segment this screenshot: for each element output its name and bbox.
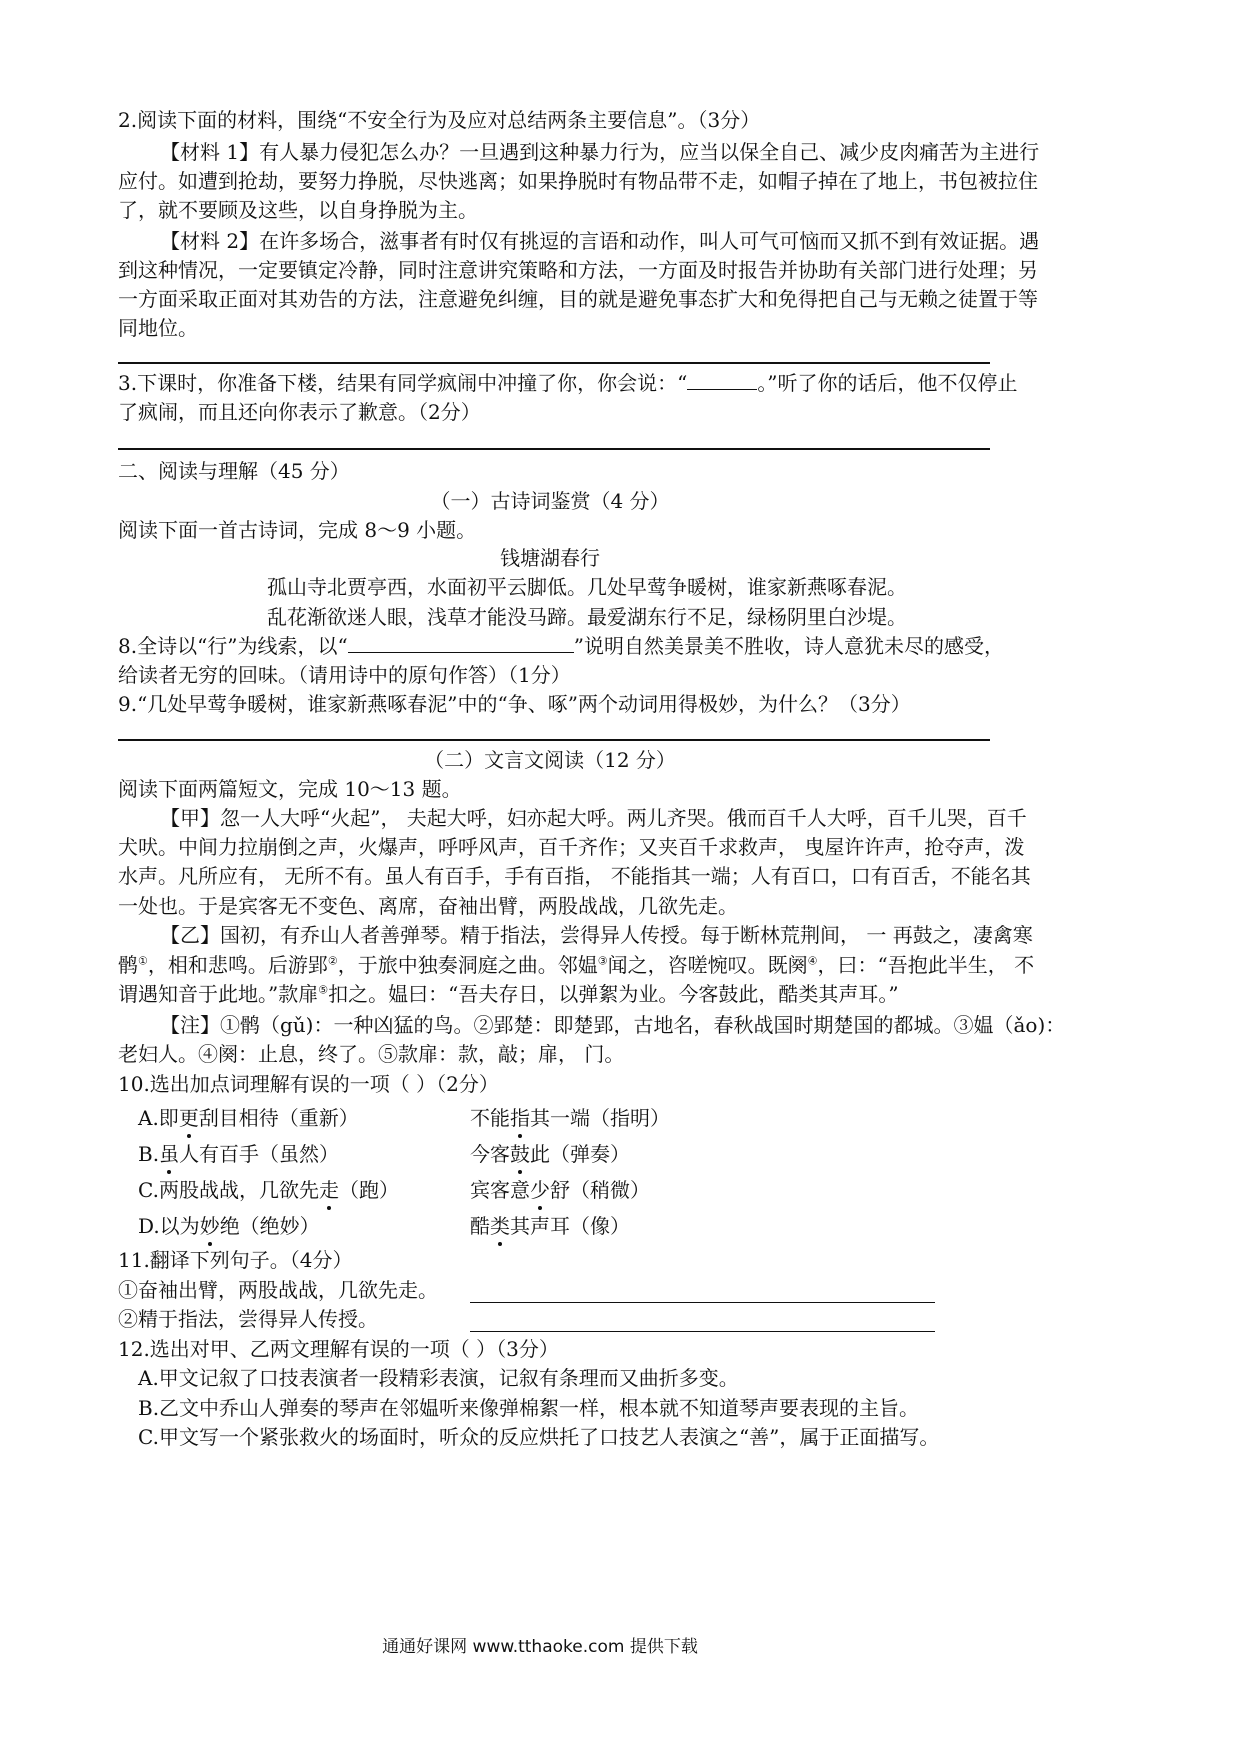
- q8-line2: 给读者无穷的回味。（请用诗中的原句作答）（1分）: [118, 663, 571, 687]
- dotted-word: 指: [510, 1106, 530, 1130]
- passage-yi-text: ，相和悲鸣。后游郢: [147, 953, 328, 977]
- q11-sentence2: ②精于指法，尝得异人传授。: [118, 1307, 378, 1331]
- option-text: 酷: [470, 1214, 490, 1238]
- option-text: A.即: [138, 1106, 179, 1130]
- dotted-word: 类: [490, 1214, 510, 1238]
- dotted-word: 虽: [159, 1142, 180, 1166]
- q11-answer-line2[interactable]: [470, 1331, 935, 1332]
- option-text: 此（弹奏）: [530, 1142, 630, 1166]
- footnote-marker: ①: [138, 954, 148, 968]
- q10-option-c-left[interactable]: [138, 1176, 399, 1204]
- dotted-word: 少: [530, 1178, 550, 1202]
- q12-option-a[interactable]: A.甲文记叙了口技表演者一段精彩表演，记叙有条理而又曲折多变。: [138, 1366, 739, 1390]
- q3-text-a: 3.下课时，你准备下楼，结果有同学疯闹中冲撞了你，你会说：“: [118, 371, 688, 395]
- dotted-word: 鼓: [510, 1142, 530, 1166]
- footnote-marker: ③: [597, 954, 608, 968]
- q10-option-d-left[interactable]: [138, 1212, 320, 1240]
- q8-text-a: 8.全诗以“行”为线索，以“: [118, 634, 348, 658]
- passage-yi-line1: 【乙】国初，有乔山人者善弹琴。精于指法，尝得异人传授。每于断林荒荆间， 一 再鼓之，凄禽寒: [160, 923, 1033, 947]
- poem-title: 钱塘湖春行: [500, 546, 600, 570]
- q9-answer-line[interactable]: [118, 739, 990, 741]
- material2-line2: 到这种情况，一定要镇定冷静，同时注意讲究策略和方法，一方面及时报告并协助有关部门进行处理；另: [118, 258, 1038, 282]
- q9-stem: 9.“几处早莺争暖树，谁家新燕啄春泥”中的“争、啄”两个动词用得极妙，为什么？（3分）: [118, 692, 911, 716]
- passage-yi-text: ，曰：“吾抱此半生， 不: [817, 953, 1035, 977]
- notes-line2: 老妇人。④阕：止息，终了。⑤款扉：款，敲；扉， 门。: [118, 1042, 625, 1066]
- subsection2-title: （二）文言文阅读（12 分）: [424, 748, 676, 772]
- option-text: 今客: [470, 1142, 510, 1166]
- option-text: 其声耳（像）: [510, 1214, 630, 1238]
- option-text: B.: [138, 1142, 160, 1166]
- footnote-marker: ②: [327, 954, 338, 968]
- dotted-word: 妙: [199, 1214, 220, 1238]
- passage-jia-line1: 【甲】忽一人大呼“火起”， 夫起大呼，妇亦起大呼。两儿齐哭。俄而百千人大呼，百千儿哭，百千: [160, 806, 1027, 830]
- option-text: 人有百手（虽然）: [179, 1142, 340, 1166]
- material1-line1: 【材料 1】有人暴力侵犯怎么办？一旦遇到这种暴力行为，应当以保全自己、减少皮肉痛苦为主进行: [160, 140, 1040, 164]
- passage-yi-text: ，于旅中独奏洞庭之曲。邻媪: [337, 953, 598, 977]
- dotted-word: 更: [178, 1106, 199, 1130]
- subsection1-title: （一）古诗词鉴赏（4 分）: [430, 489, 670, 513]
- passage-yi-line3: [118, 980, 899, 1008]
- poem-line1: 孤山寺北贾亭西，水面初平云脚低。几处早莺争暖树，谁家新燕啄春泥。: [267, 575, 907, 599]
- option-text: 宾客意: [470, 1178, 530, 1202]
- passage-jia-line2: 犬吠。中间力拉崩倒之声，火爆声，呼呼风声，百千齐作；又夹百千求救声， 曳屋许许声，抢夺声，泼: [118, 835, 1025, 859]
- footnote-marker: ④: [807, 954, 818, 968]
- material2-line3: 一方面采取正面对其劝告的方法，注意避免纠缠，目的就是避免事态扩大和免得把自己与无赖之徒置于等: [118, 287, 1038, 311]
- q8-line1: [118, 632, 1004, 660]
- q10-option-c-right[interactable]: [470, 1176, 650, 1204]
- q3-blank[interactable]: [687, 369, 757, 390]
- option-text: 绝（绝妙）: [219, 1214, 320, 1238]
- option-text: 舒（稍微）: [550, 1178, 650, 1202]
- q12-option-b[interactable]: B.乙文中乔山人弹奏的琴声在邻媪听来像弹棉絮一样，根本就不知道琴声要表现的主旨。: [138, 1396, 920, 1420]
- option-text: 不能: [470, 1106, 510, 1130]
- passage-yi-text: 扣之。媪曰：“吾夫存日，以弹絮为业。今客鼓此，酷类其声耳。”: [328, 982, 899, 1006]
- passage-yi-text: 鹘: [118, 953, 138, 977]
- q2-answer-line[interactable]: [118, 362, 990, 364]
- option-text: D.以为: [138, 1214, 200, 1238]
- q10-stem: 10.选出加点词理解有误的一项（ ）（2分）: [118, 1072, 499, 1096]
- q2-stem: 2.阅读下面的材料，围绕“不安全行为及应对总结两条主要信息”。（3分）: [118, 108, 761, 132]
- passage-jia-line3: 水声。凡所应有， 无所不有。虽人有百手，手有百指， 不能指其一端；人有百口，口有百舌，不能名其: [118, 864, 1031, 888]
- q12-option-c[interactable]: C.甲文写一个紧张救火的场面时，听众的反应烘托了口技艺人表演之“善”，属于正面描写。: [138, 1425, 940, 1449]
- material1-line3: 了，就不要顾及这些，以自身挣脱为主。: [118, 198, 478, 222]
- q10-option-d-right[interactable]: [470, 1212, 630, 1240]
- q12-stem: 12.选出对甲、乙两文理解有误的一项（ ）（3分）: [118, 1337, 559, 1361]
- q10-option-a-left[interactable]: [138, 1104, 359, 1132]
- q8-blank[interactable]: [348, 632, 574, 653]
- option-text: 刮目相待（重新）: [198, 1106, 359, 1130]
- dotted-word: 走: [318, 1178, 339, 1202]
- notes-line1: 【注】①鹘（gǔ)：一种凶猛的鸟。②郢楚：即楚郢，古地名，春秋战国时期楚国的都城。③媪（ǎo)：: [160, 1013, 1066, 1037]
- section2-title: 二、阅读与理解（45 分）: [118, 459, 350, 483]
- footnote-marker: ⑤: [318, 983, 329, 997]
- material2-line1: 【材料 2】在许多场合，滋事者有时仅有挑逗的言语和动作，叫人可气可恼而又抓不到有效证据。遇: [160, 229, 1040, 253]
- option-text: 其一端（指明）: [530, 1106, 670, 1130]
- passage-yi-line2: [118, 951, 1034, 979]
- option-text: （跑）: [338, 1178, 399, 1202]
- poem-instructions: 阅读下面一首古诗词，完成 8～9 小题。: [118, 518, 477, 542]
- material1-line2: 应付。如遭到抢劫，要努力挣脱，尽快逃离；如果挣脱时有物品带不走，如帽子掉在了地上，书包被拉住: [118, 169, 1038, 193]
- classical-instructions: 阅读下面两篇短文，完成 10～13 题。: [118, 777, 462, 801]
- q10-option-b-right[interactable]: [470, 1140, 630, 1168]
- q3-line1: [118, 369, 1018, 397]
- q10-option-a-right[interactable]: [470, 1104, 670, 1132]
- q3-answer-line[interactable]: [118, 448, 990, 450]
- passage-yi-text: 闻之，咨嗟惋叹。既阕: [607, 953, 808, 977]
- passage-yi-text: 谓遇知音于此地。”款扉: [118, 982, 319, 1006]
- q3-text-b: 。”听了你的话后，他不仅停止: [757, 371, 1018, 395]
- q8-text-b: ”说明自然美景美不胜收，诗人意犹未尽的感受，: [573, 634, 1004, 658]
- poem-line2: 乱花渐欲迷人眼，浅草才能没马蹄。最爱湖东行不足，绿杨阴里白沙堤。: [267, 605, 907, 629]
- material2-line4: 同地位。: [118, 316, 198, 340]
- q3-line2: 了疯闹，而且还向你表示了歉意。（2分）: [118, 400, 481, 424]
- option-text: C.两股战战，几欲先: [138, 1178, 319, 1202]
- q10-option-b-left[interactable]: [138, 1140, 339, 1168]
- q11-stem: 11.翻译下列句子。（4分）: [118, 1248, 353, 1272]
- q11-sentence1: ①奋袖出臂，两股战战，几欲先走。: [118, 1278, 438, 1302]
- passage-jia-line4: 一处也。于是宾客无不变色、离席，奋袖出臂，两股战战，几欲先走。: [118, 894, 738, 918]
- q11-answer-line1[interactable]: [470, 1302, 935, 1303]
- page-footer: 通通好课网 www.tthaoke.com 提供下载: [382, 1637, 698, 1657]
